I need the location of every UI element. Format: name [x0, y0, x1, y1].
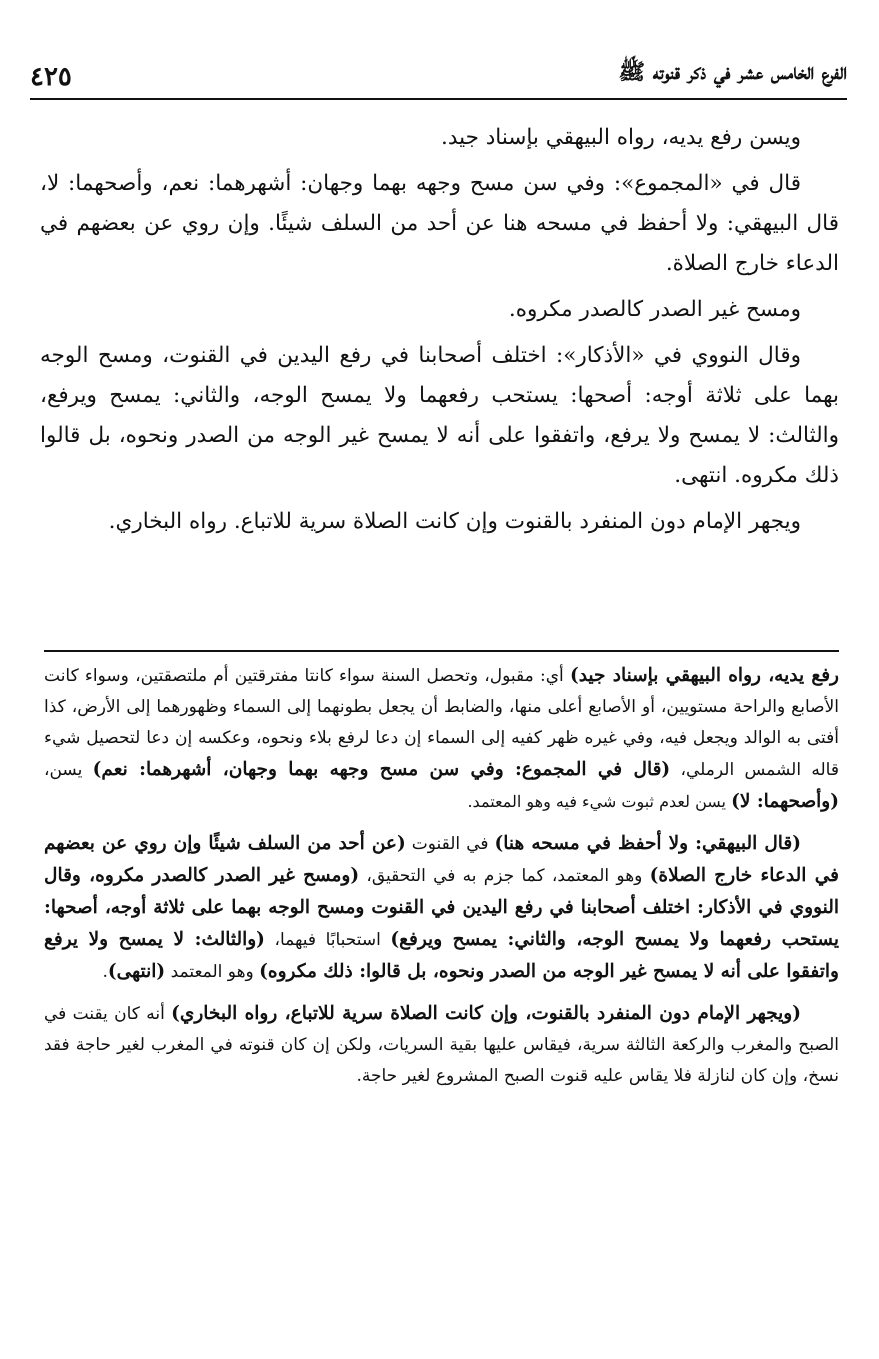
quoted-text: (قال في المجموع: وفي سن مسح وجهه بهما وجهان، أشهرهما: نعم) — [92, 759, 671, 780]
quoted-text: (قال البيهقي: ولا أحفظ في مسحه هنا) — [494, 833, 801, 854]
commentary-paragraph-1 — [44, 660, 839, 818]
main-paragraph-2: قال في «المجموع»: وفي سن مسح وجهه بهما وجهان: أشهرهما: نعم، وأصحهما: لا، قال البيهقي: ولا أحفظ في مسحه هنا عن أحد من السلف شيئًا. وإن روي عن بعضهم في الدعاء خارج الصلاة. — [40, 171, 839, 276]
commentary-paragraph-3 — [44, 998, 839, 1092]
page-number: ٤٢٥ — [30, 62, 72, 92]
main-paragraph-4: وقال النووي في «الأذكار»: اختلف أصحابنا في رفع اليدين في القنوت، ومسح الوجه بهما على ثلاثة أوجه: أصحها: يستحب رفعهما ولا يمسح الوجه، والثاني: يمسح ويرفع، والثالث: لا يمسح ولا يرفع، واتفقوا على أنه لا يمسح غير الوجه من الصدر ونحوه، بل قالوا ذلك مكروه. انتهى. — [40, 343, 839, 488]
commentary — [44, 660, 839, 1092]
main-paragraph-5: ويجهر الإمام دون المنفرد بالقنوت وإن كانت الصلاة سرية للاتباع. رواه البخاري. — [108, 509, 801, 534]
commentary-text: يسن، — [44, 760, 93, 780]
commentary-text: وهو المعتمد، كما جزم به في التحقيق، — [359, 866, 650, 886]
commentary-text: في القنوت — [405, 834, 495, 854]
page-header — [30, 52, 847, 100]
quoted-text: (عن أحد من السلف شيئًا وإن روي عن بعضهم في الدعاء خارج الصلاة) — [44, 833, 839, 886]
quoted-text: (انتهى) — [107, 961, 166, 982]
commentary-text: أي: مقبول، وتحصل السنة سواء كانتا مفترقتين أم ملتصقتين، وسواء كانت الأصابع والراحة مستويين، أو الأصابع أعلى منها، والضابط أن يجعل بطونهما إلى السماء وظهورهما إلى الأرض، كذا أفتى به الوالد ويجعل فيه، وفي غيره ظهر كفيه إلى السماء إن دعا لرفع بلاء ونحوه، وعكسه إن دعا لتحصيل شيء قاله الشمس الرملي، — [44, 666, 839, 780]
commentary-text: يسن لعدم ثبوت شيء فيه وهو المعتمد. — [467, 792, 732, 811]
main-text — [40, 118, 839, 542]
commentary-text: . — [102, 962, 108, 982]
chapter-title: الفرع الخامس عشر في ذكر قنوته ﷺ — [618, 59, 847, 85]
main-paragraph-3: ومسح غير الصدر كالصدر مكروه. — [508, 297, 801, 322]
commentary-paragraph-2 — [44, 828, 839, 988]
quoted-text: (ويجهر الإمام دون المنفرد بالقنوت، وإن كانت الصلاة سرية للاتباع، رواه البخاري) — [171, 1003, 801, 1024]
quoted-text: (وأصحهما: لا) — [731, 791, 839, 812]
main-paragraph-1: ويسن رفع يديه، رواه البيهقي بإسناد جيد. — [440, 125, 801, 150]
quoted-text: (والثالث: لا يمسح ولا يرفع واتفقوا على أنه لا يمسح غير الوجه من الصدر ونحوه، بل قالوا: ذلك مكروه) — [44, 929, 839, 982]
commentary-text: وهو المعتمد — [165, 962, 260, 982]
quoted-text: (ومسح غير الصدر كالصدر مكروه، وقال النووي في الأذكار: اختلف أصحابنا في رفع اليدين في القنوت ومسح الوجه بهما على ثلاثة أوجه، أصحها: يستحب رفعهما ولا يمسح الوجه، والثاني: يمسح ويرفع) — [44, 865, 839, 950]
commentary-text: أنه كان يقنت في الصبح والمغرب والركعة الثالثة سرية، فيقاس عليها بقية السريات، ولكن إن كان قنوته في المغرب لغير حاجة فقد نسخ، وإن كان لنازلة فلا يقاس عليه قنوت الصبح المشروع لغير حاجة. — [44, 1004, 839, 1086]
footnote-divider — [44, 650, 839, 652]
commentary-text: استحبابًا فيهما، — [264, 930, 391, 950]
quoted-text: رفع يديه، رواه البيهقي بإسناد جيد) — [569, 665, 839, 686]
